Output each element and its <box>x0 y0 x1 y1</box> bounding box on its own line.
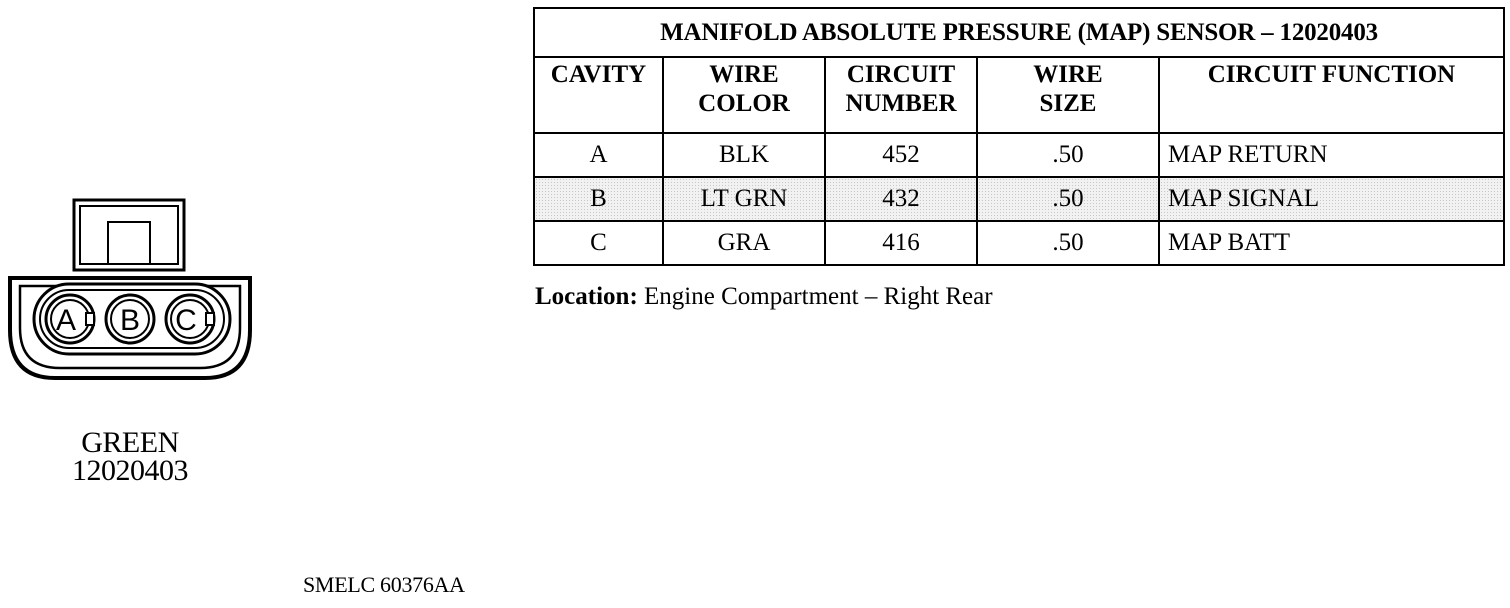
cell-cavity: C <box>534 221 663 265</box>
cell-wire-size: .50 <box>977 133 1159 177</box>
header-wire-size-line2: SIZE <box>1039 90 1097 117</box>
header-wire-size <box>977 57 1159 133</box>
header-wire-color-line1: WIRE <box>709 61 779 88</box>
table-header-row <box>534 57 1504 133</box>
header-wire-size-line1: WIRE <box>1033 61 1103 88</box>
cell-circuit-function: MAP SIGNAL <box>1159 177 1504 221</box>
header-wire-color <box>663 57 825 133</box>
reference-code: SMELC 60376AA <box>303 572 465 597</box>
table-row <box>534 133 1504 177</box>
table-title: MANIFOLD ABSOLUTE PRESSURE (MAP) SENSOR – 12020403 <box>534 8 1504 57</box>
cell-cavity: A <box>534 133 663 177</box>
cell-circuit-number: 452 <box>825 133 977 177</box>
cell-wire-color: GRA <box>663 221 825 265</box>
table-row <box>534 221 1504 265</box>
table-row <box>534 177 1504 221</box>
connector-color-label: GREEN <box>81 426 179 459</box>
location-line <box>535 283 993 311</box>
pin-a <box>46 295 94 343</box>
cell-wire-color: LT GRN <box>663 177 825 221</box>
cell-circuit-function: MAP BATT <box>1159 221 1504 265</box>
pin-c-label: C <box>175 304 197 337</box>
cell-circuit-function: MAP RETURN <box>1159 133 1504 177</box>
header-circuit-number-line1: CIRCUIT <box>846 61 956 88</box>
table-title-row <box>534 8 1504 57</box>
pinout-table <box>533 7 1505 266</box>
header-circuit-number <box>825 57 977 133</box>
header-circuit-function-line1: CIRCUIT FUNCTION <box>1207 61 1456 88</box>
header-circuit-number-line2: NUMBER <box>845 90 957 117</box>
pin-b-label: B <box>119 304 141 337</box>
location-value: Engine Compartment – Right Rear <box>644 283 993 310</box>
pin-b <box>106 295 154 343</box>
pin-c <box>166 295 214 343</box>
cell-cavity: B <box>534 177 663 221</box>
header-wire-color-line2: COLOR <box>698 90 790 117</box>
header-cavity-line1: CAVITY <box>550 61 647 88</box>
header-cavity <box>534 57 663 133</box>
cell-circuit-number: 432 <box>825 177 977 221</box>
cell-circuit-number: 416 <box>825 221 977 265</box>
header-circuit-function <box>1159 57 1504 133</box>
location-label: Location: <box>535 283 638 310</box>
connector-part-number: 12020403 <box>72 454 188 487</box>
pin-a-label: A <box>55 304 77 337</box>
connector-lock-tab <box>74 200 184 270</box>
cell-wire-color: BLK <box>663 133 825 177</box>
cell-wire-size: .50 <box>977 177 1159 221</box>
cell-wire-size: .50 <box>977 221 1159 265</box>
connector-diagram <box>0 190 260 390</box>
